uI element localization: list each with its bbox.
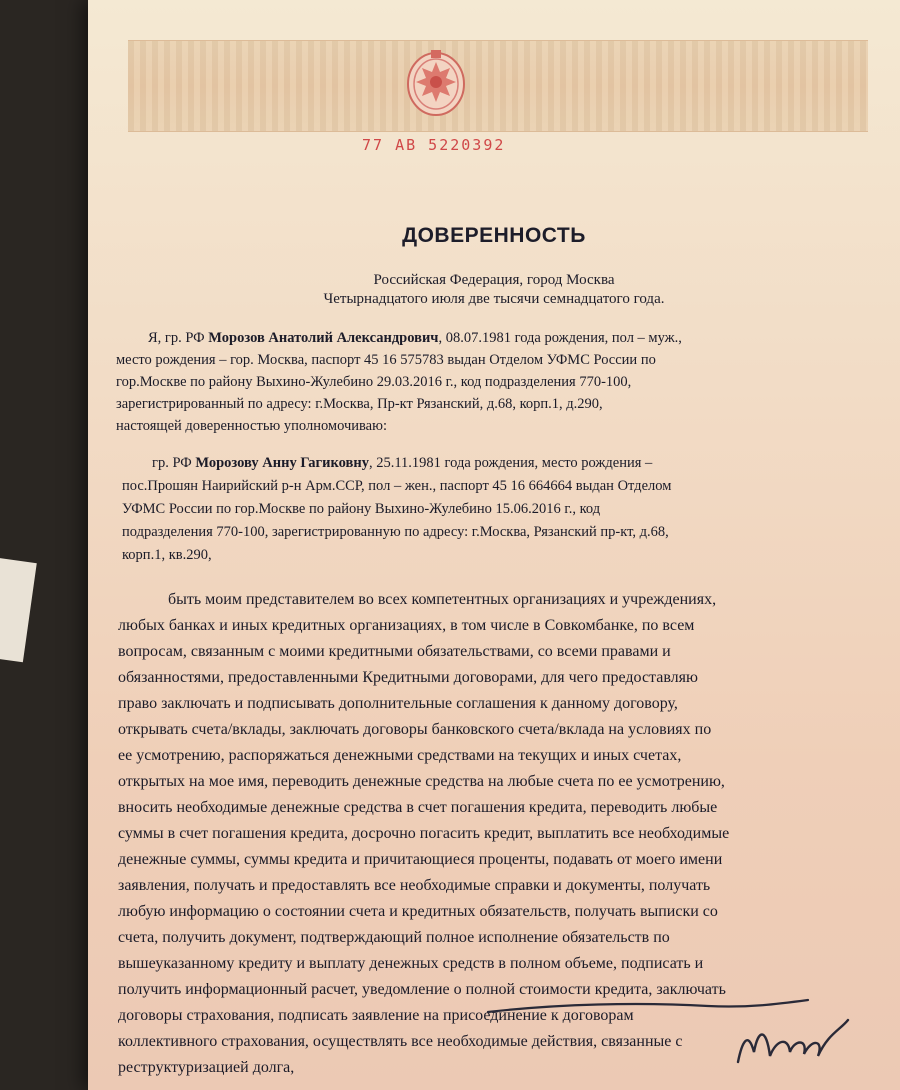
coat-of-arms-emblem-icon: [404, 46, 468, 118]
powers-line: открывать счета/вклады, заключать договоры банковского счета/вклада на условиях по: [118, 721, 712, 738]
agent-name: Морозову Анну Гагиковну: [195, 455, 369, 471]
powers-line: договоры страхования, подписать заявление на присоединение к договорам: [118, 1007, 634, 1024]
power-of-attorney-document: [88, 0, 900, 1090]
powers-line: открытых на мое имя, переводить денежные средства на любые счета по ее усмотрению,: [118, 773, 725, 790]
ornamental-header-band: [128, 40, 868, 132]
powers-line: вносить необходимые денежные средства в счет погашения кредита, переводить любые: [118, 799, 718, 816]
principal-line-4: зарегистрированный по адресу: г.Москва, Пр-кт Рязанский, д.68, корп.1, д.290,: [116, 396, 603, 412]
agent-line-5: корп.1, кв.290,: [122, 547, 212, 563]
document-place: Российская Федерация, город Москва: [373, 272, 615, 288]
powers-line: реструктуризацией долга,: [118, 1059, 295, 1076]
powers-line: получить информационный расчет, уведомление о полной стоимости кредита, заключать: [118, 981, 726, 998]
powers-line: обязанностями, предоставленными Кредитными договорами, для чего предоставляю: [118, 669, 698, 686]
background-paper-scrap: [0, 558, 37, 663]
principal-name: Морозов Анатолий Александрович: [208, 330, 439, 346]
principal-line-1: Я, гр. РФ Морозов Анатолий Александрович, 08.07.1981 года рождения, пол – муж.,: [148, 330, 682, 346]
powers-line: любых банках и иных кредитных организациях, в том числе в Совкомбанке, по всем: [118, 617, 695, 634]
powers-line: счета, получить документ, подтверждающий полное исполнение обязательств по: [118, 929, 670, 946]
document-title: ДОВЕРЕННОСТЬ: [402, 224, 586, 247]
principal-line-5: настоящей доверенностью уполномочиваю:: [116, 418, 387, 434]
principal-line-3: гор.Москве по району Выхино-Жулебино 29.03.2016 г., код подразделения 770-100,: [116, 374, 632, 390]
powers-line: вопросам, связанным с моими кредитными обязательствами, со всеми правами и: [118, 643, 671, 660]
agent-line-1: гр. РФ Морозову Анну Гагиковну, 25.11.1981 года рождения, место рождения –: [152, 455, 653, 471]
powers-line: заявления, получать и предоставлять все необходимые справки и документы, получать: [118, 877, 711, 894]
document-date: Четырнадцатого июля две тысячи семнадцатого года.: [323, 291, 665, 307]
agent-line-4: подразделения 770-100, зарегистрированную по адресу: г.Москва, Рязанский пр-кт, д.68,: [122, 524, 669, 540]
powers-line: суммы в счет погашения кредита, досрочно погасить кредит, выплатить все необходимые: [118, 825, 730, 842]
powers-line: быть моим представителем во всех компетентных организациях и учреждениях,: [168, 591, 717, 608]
powers-line: вышеуказанному кредиту и выплату денежных средств в полном объеме, подписать и: [118, 955, 704, 972]
powers-line: ее усмотрению, распоряжаться денежными средствами на текущих и иных счетах,: [118, 747, 682, 764]
agent-line-3: УФМС России по гор.Москве по району Выхино-Жулебино 15.06.2016 г., код: [122, 501, 601, 517]
document-serial-number: 77 АВ 5220392: [362, 136, 506, 154]
powers-line: право заключать и подписывать дополнительные соглашения к данному договору,: [118, 695, 678, 712]
handwritten-signature: [478, 990, 878, 1070]
agent-line-2: пос.Прошян Наирийский р-н Арм.ССР, пол – жен., паспорт 45 16 664664 выдан Отделом: [122, 478, 672, 494]
powers-line: коллективного страхования, осуществлять все необходимые действия, связанные с: [118, 1033, 683, 1050]
powers-line: любую информацию о состоянии счета и кредитных обязательств, получать выписки со: [118, 903, 718, 920]
powers-line: денежные суммы, суммы кредита и причитающиеся проценты, подавать от моего имени: [118, 851, 723, 868]
principal-line-2: место рождения – гор. Москва, паспорт 45 16 575783 выдан Отделом УФМС России по: [116, 352, 656, 368]
